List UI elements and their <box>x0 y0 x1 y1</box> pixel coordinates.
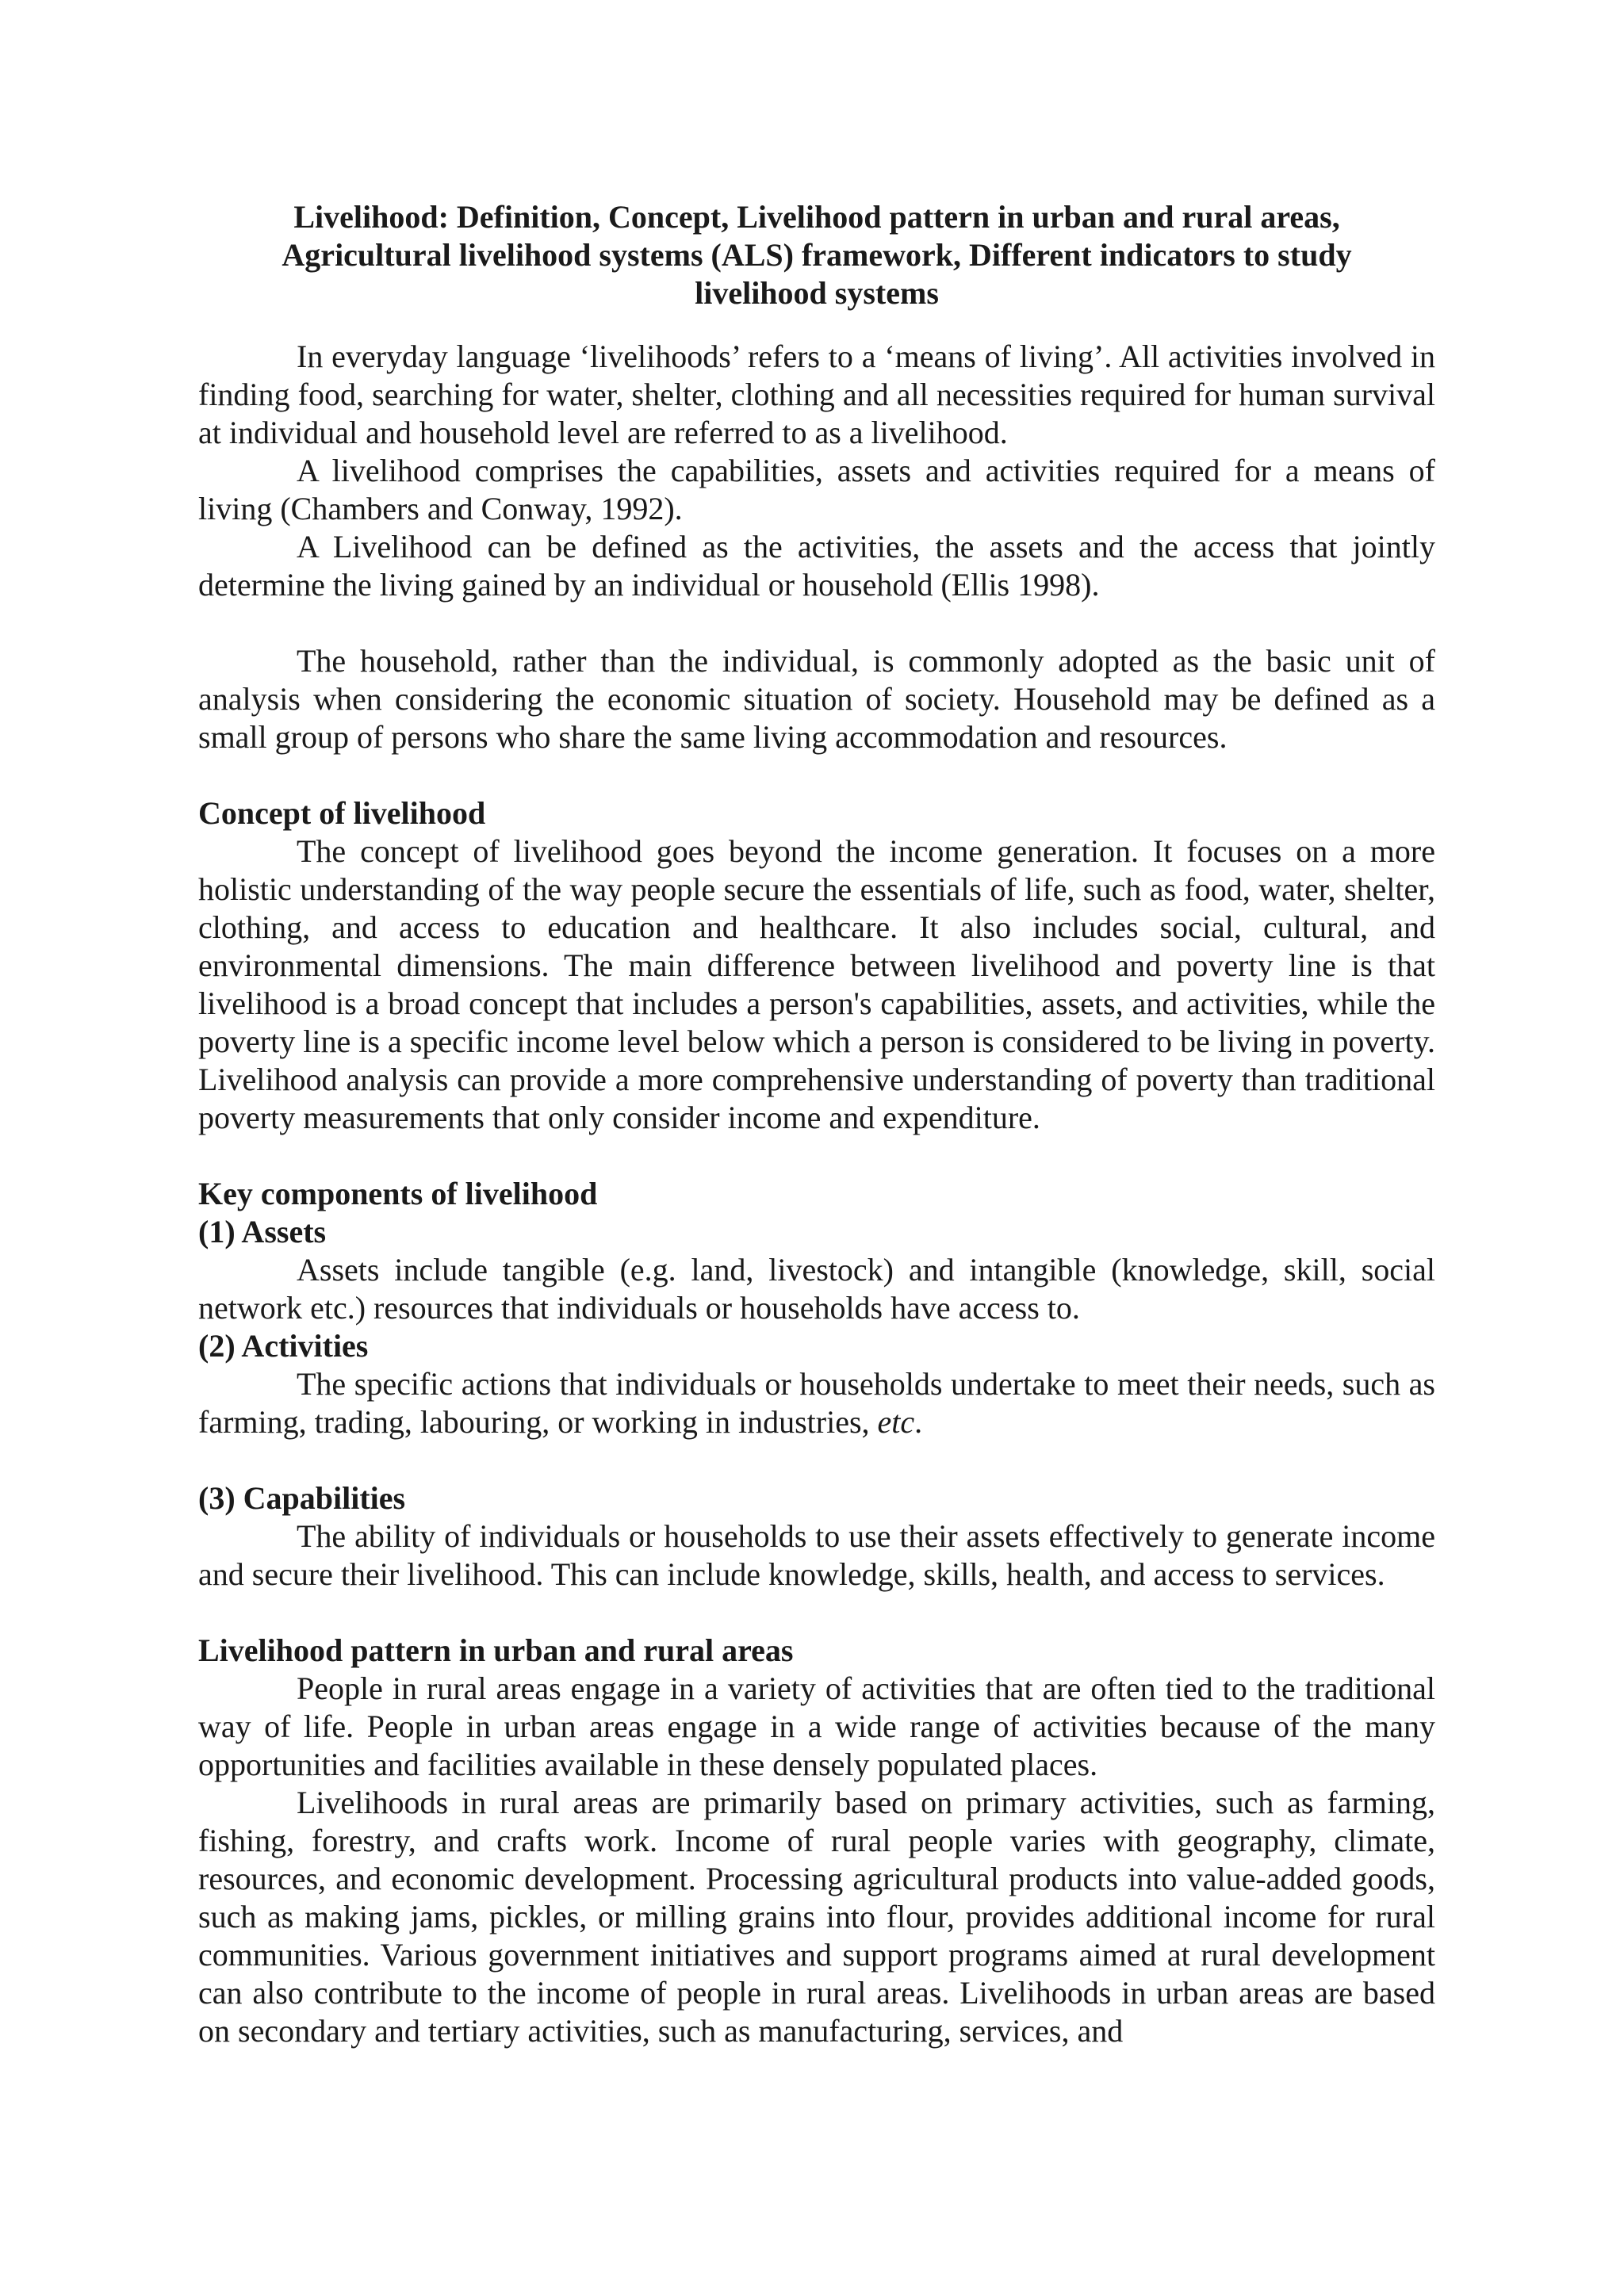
activities-heading: (2) Activities <box>198 1328 369 1364</box>
intro-paragraph-2: A livelihood comprises the capabilities, assets and activities required for a means of living (Chambers and Conway, 1992). <box>198 453 1435 526</box>
assets-heading: (1) Assets <box>198 1214 327 1249</box>
spacer <box>198 1441 1435 1479</box>
intro-paragraph-3: A Livelihood can be defined as the activities, the assets and the access that jointly determine the living gained by an individual or household (Ellis 1998). <box>198 529 1435 603</box>
pattern-paragraph-1: People in rural areas engage in a variety of activities that are often tied to the traditional way of life. People in urban areas engage in a wide range of activities because of the many opportunities and facilities available in these densely populated places. <box>198 1670 1435 1782</box>
activities-etc: etc <box>877 1404 915 1440</box>
concept-paragraph: The concept of livelihood goes beyond the income generation. It focuses on a more holistic understanding of the way people secure the essentials of life, such as food, water, shelter, clothing, and access to education and healthcare. It also includes social, cultural, and environmental dimensions. The main difference between livelihood and poverty line is that livelihood is a broad concept that includes a person's capabilities, assets, and activities, while the poverty line is a specific income level below which a person is considered to be living in poverty. Livelihood analysis can provide a more comprehensive understanding of poverty than traditional poverty measurements that only consider income and expenditure. <box>198 833 1435 1135</box>
spacer <box>198 756 1435 794</box>
concept-heading: Concept of livelihood <box>198 795 486 831</box>
components-heading: Key components of livelihood <box>198 1176 598 1211</box>
spacer <box>198 1594 1435 1632</box>
assets-paragraph: Assets include tangible (e.g. land, livestock) and intangible (knowledge, skill, social network etc.) resources that individuals or households have access to. <box>198 1252 1435 1326</box>
activities-paragraph <box>198 1365 1435 1441</box>
spacer <box>198 604 1435 642</box>
pattern-paragraph-2: Livelihoods in rural areas are primarily based on primary activities, such as farming, fishing, forestry, and crafts work. Income of rural people varies with geography, climate, resources, and economic development. Processing agricultural products into value-added goods, such as making jams, pickles, or milling grains into flour, provides additional income for rural communities. Various government initiatives and support programs aimed at rural development can also contribute to the income of people in rural areas. Livelihoods in urban areas are based on secondary and tertiary activities, such as manufacturing, services, and <box>198 1785 1435 2049</box>
capabilities-heading: (3) Capabilities <box>198 1480 406 1516</box>
pattern-heading: Livelihood pattern in urban and rural areas <box>198 1632 794 1668</box>
intro-paragraph-1: In everyday language ‘livelihoods’ refers to a ‘means of living’. All activities involved in finding food, searching for water, shelter, clothing and all necessities required for human survival at individual and household level are referred to as a livelihood. <box>198 339 1435 450</box>
activities-text: The specific actions that individuals or households undertake to meet their needs, such as farming, trading, labouring, or working in industries, <box>198 1366 1435 1440</box>
page-content <box>198 198 1435 2050</box>
document-title: Livelihood: Definition, Concept, Livelihood pattern in urban and rural areas, Agricultural livelihood systems (ALS) framework, Different indicators to study livelihood systems <box>282 199 1352 311</box>
activities-end: . <box>914 1404 923 1440</box>
spacer <box>198 1137 1435 1175</box>
intro-paragraph-4: The household, rather than the individual, is commonly adopted as the basic unit of analysis when considering the economic situation of society. Household may be defined as a small group of persons who share the same living accommodation and resources. <box>198 643 1435 755</box>
capabilities-paragraph: The ability of individuals or households to use their assets effectively to generate income and secure their livelihood. This can include knowledge, skills, health, and access to services. <box>198 1518 1435 1592</box>
